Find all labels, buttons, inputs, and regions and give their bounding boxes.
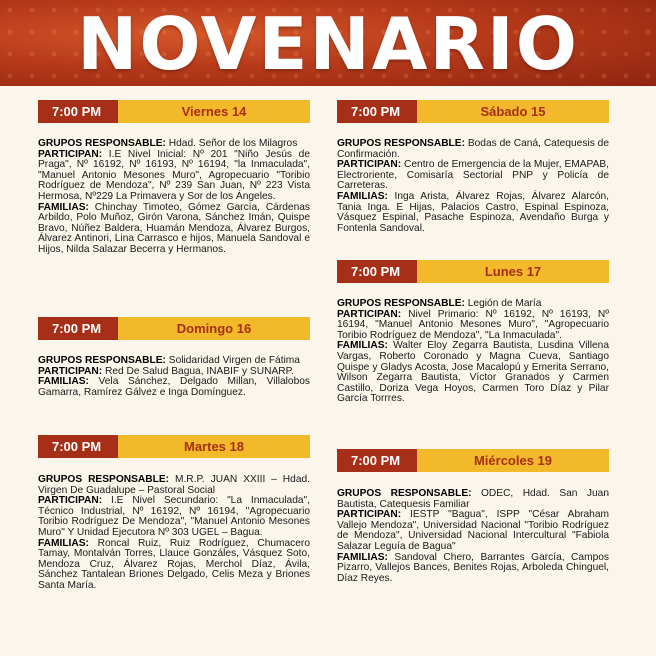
day-header-martes xyxy=(38,435,310,458)
familias-text: Chinchay Timoteo, Gómez García, Cárdenas Arbildo, Polo Muñoz, Girón Varona, Sánchez Imán, Quispe Bravo, Núñez Baldera, Huamán Mendoza, Álvarez Burgos, Álvarez Antinori, Lina Carrasco e hijos, Manuela Sandoval e Hijos, Nilda Salazar Becerra y Hermanos. xyxy=(38,201,310,255)
time-label: 7:00 PM xyxy=(337,100,417,123)
familias-line xyxy=(38,377,310,398)
familias-line xyxy=(38,539,310,592)
familias-line xyxy=(337,192,609,234)
participan-text: I.E Nivel Inicial: Nº 201 "Niño Jesús de Praga", Nº 16192, Nº 16193, Nº 16194, "la Inmaculada", "Manuel Antonio Mesones Muro", Agropecuario "Toribio Rodríguez de Mendoza", Nº 239 San Juan, Nº 223 Vista Hermosa, Nº229 La Primavera y Sor de los Ángeles. xyxy=(38,148,310,202)
day-header-sabado xyxy=(337,100,609,123)
participan-label: PARTICIPAN: xyxy=(38,148,103,160)
grupos-line xyxy=(337,139,609,160)
participan-label: PARTICIPAN: xyxy=(337,159,402,171)
header-banner xyxy=(0,0,656,86)
time-label: 7:00 PM xyxy=(337,449,417,472)
time-label: 7:00 PM xyxy=(337,260,417,283)
day-header-lunes xyxy=(337,260,609,283)
day-label: Sábado 15 xyxy=(417,100,609,123)
familias-text: Roncal Ruiz, Ruiz Rodríguez, Chumacero Tamay, Montalván Torres, Llauce Gonzáles, Vásquez Soto, Mendoza Cruz, Álvarez Rojas, Merchol Díaz, Ávila, Sánchez Tantalean Briones Delgado, Celis Meza y Briones Santa María. xyxy=(38,537,310,591)
participan-label: PARTICIPAN: xyxy=(38,495,103,507)
grupos-line xyxy=(38,475,310,496)
familias-text: Vela Sánchez, Delgado Millan, Villalobos Gamarra, Ramírez Gálvez e Inga Domínguez. xyxy=(38,376,310,398)
day-header-domingo xyxy=(38,317,310,340)
participan-line xyxy=(38,150,310,203)
familias-text: Inga Arista, Álvarez Rojas, Álvarez Alarcón, Tania Inga. E Hijas, Palacios Castro, Espinal Espinoza, Vásquez Espinal, Pasache Espinoza, Avendaño Burga y Fontenla Sandoval. xyxy=(337,190,609,234)
grupos-label: GRUPOS RESPONSABLE: xyxy=(337,488,472,499)
familias-text: Walter Eloy Zegarra Bautista, Lusdina Villena Vargas, Roberto Coronado y Magna Cueva, Santiago Quispe y Gladys Acosta, Jose Macalopú y Emerita Serrano, Wilson Zegarra Bautista, Víctor Granados y Carmen Castillo, Doriza Vega Hoyos, Carmen Toro Díaz y Pilar García Torrres. xyxy=(337,340,609,405)
grupos-text: Solidaridad Virgen de Fátima xyxy=(165,355,300,366)
grupos-text: Bodas de Caná, Catequesis de Confirmación. xyxy=(337,138,609,160)
grupos-label: GRUPOS RESPONSABLE: xyxy=(38,355,166,366)
day-details-domingo xyxy=(38,356,310,398)
time-label: 7:00 PM xyxy=(38,435,118,458)
time-label: 7:00 PM xyxy=(38,317,118,340)
familias-line xyxy=(337,553,609,585)
familias-label: FAMILIAS: xyxy=(38,201,89,213)
time-label: 7:00 PM xyxy=(38,100,118,123)
day-details-martes xyxy=(38,475,310,592)
participan-text: IESTP "Bagua", ISPP "César Abraham Vallejo Mendoza", Universidad Nacional "Toribio Rodríguez de Mendoza", Universidad Nacional Intercultural "Fabiola Salazar Leguía de Bagua" xyxy=(337,509,609,552)
day-label: Viernes 14 xyxy=(118,100,310,123)
participan-label: PARTICIPAN: xyxy=(337,308,402,320)
familias-label: FAMILIAS: xyxy=(337,190,388,202)
familias-label: FAMILIAS: xyxy=(337,340,388,352)
day-label: Lunes 17 xyxy=(417,260,609,283)
grupos-text: M.R.P. JUAN XXIII – Hdad. Virgen De Guadalupe – Pastoral Social xyxy=(38,474,310,496)
grupos-label: GRUPOS RESPONSABLE: xyxy=(337,298,465,309)
day-details-miercoles xyxy=(337,489,609,584)
day-label: Domingo 16 xyxy=(118,317,310,340)
grupos-label: GRUPOS RESPONSABLE: xyxy=(38,138,166,149)
familias-label: FAMILIAS: xyxy=(337,551,388,563)
day-header-viernes xyxy=(38,100,310,123)
day-details-lunes xyxy=(337,299,609,405)
participan-label: PARTICIPAN: xyxy=(38,365,103,377)
familias-label: FAMILIAS: xyxy=(38,376,89,388)
schedule-body xyxy=(0,86,656,656)
grupos-text: Hdad. Señor de los Milagros xyxy=(165,138,298,149)
participan-line xyxy=(38,496,310,538)
day-label: Martes 18 xyxy=(118,435,310,458)
grupos-text: ODEC, Hdad. San Juan Bautista, Catequesis Familiar xyxy=(337,488,609,510)
participan-line xyxy=(337,160,609,192)
participan-text: I.E Nivel Secundario: "La Inmaculada", Técnico Industrial, Nº 16192, Nº 16194, "Agropecuario Toribio Rodríguez De Mendoza", "Manuel Antonio Mesones Muro" Y Unidad Ejecutora Nº 303 UGEL – Bagua. xyxy=(38,495,310,538)
day-details-sabado xyxy=(337,139,609,234)
participan-label: PARTICIPAN: xyxy=(337,509,402,521)
grupos-label: GRUPOS RESPONSABLE: xyxy=(337,138,465,149)
day-header-miercoles xyxy=(337,449,609,472)
participan-text: Centro de Emergencia de la Mujer, EMAPAB, Electroriente, Comisaría Sectorial PNP y Policía de Carreteras. xyxy=(337,159,609,192)
grupos-line xyxy=(337,489,609,510)
participan-text: Nivel Primario: Nº 16192, Nº 16193, Nº 16194, "Manuel Antonio Mesones Muro", "Agropecuario Toribio Rodríguez de Mendoza", "La Inmaculada". xyxy=(337,308,609,341)
familias-line xyxy=(337,341,609,405)
familias-text: Sandoval Chero, Barrantes García, Campos Pizarro, Vallejos Bances, Benites Rojas, Arboleda Chinguel, Díaz Reyes. xyxy=(337,551,609,584)
participan-text: Red De Salud Bagua, INABIF y SUNARP. xyxy=(102,365,294,377)
familias-line xyxy=(38,203,310,256)
grupos-text: Legión de María xyxy=(464,298,542,309)
day-label: Miércoles 19 xyxy=(417,449,609,472)
page-title: NOVENARIO xyxy=(77,2,579,86)
familias-label: FAMILIAS: xyxy=(38,537,89,549)
participan-line xyxy=(337,310,609,342)
grupos-label: GRUPOS RESPONSABLE: xyxy=(38,474,170,485)
participan-line xyxy=(337,510,609,552)
day-details-viernes xyxy=(38,139,310,256)
